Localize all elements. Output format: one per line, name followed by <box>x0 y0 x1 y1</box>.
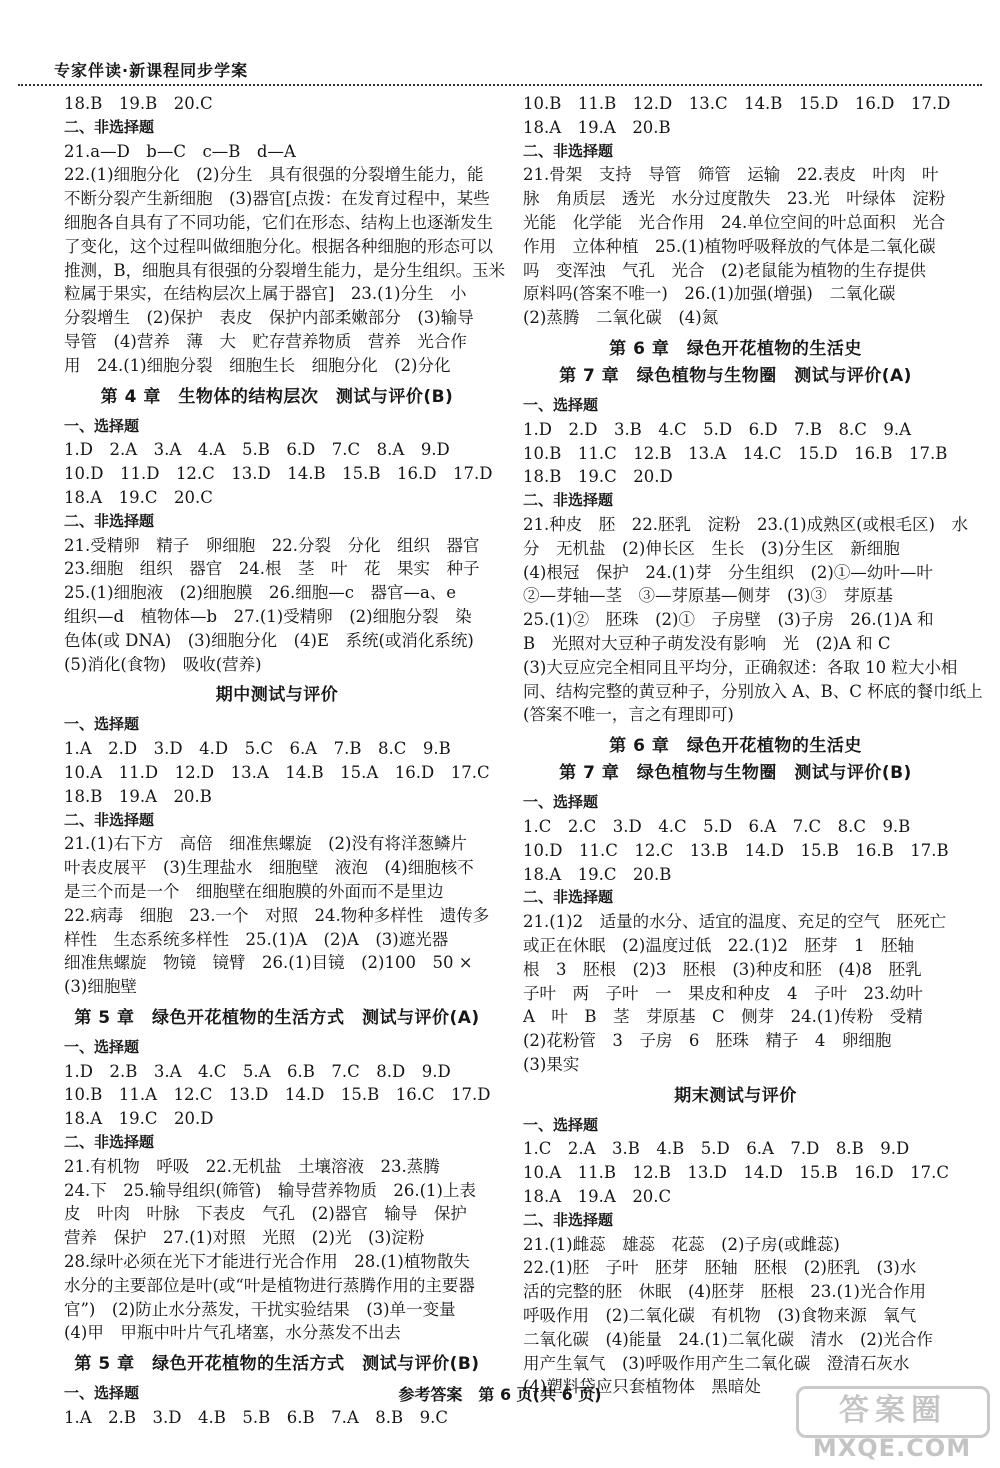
answer-line: 1.A 2.D 3.D 4.D 5.C 6.A 7.B 8.C 9.B <box>64 739 451 759</box>
answer-line: 18.B 19.A 20.B <box>64 786 212 806</box>
answer-line: 18.B 19.C 20.D <box>523 467 673 487</box>
answer-line: 18.A 19.C 20.C <box>64 487 213 507</box>
answer-line: 1.D 2.B 3.A 4.C 5.A 6.B 7.C 8.D 9.D <box>64 1061 451 1081</box>
answer-line: 营养 保护 27.(1)对照 光照 (2)光 (3)淀粉 <box>64 1228 425 1248</box>
answer-line: 样性 生态系统多样性 25.(1)A (2)A (3)遮光器 <box>64 929 449 949</box>
answer-line: 18.A 19.A 20.C <box>523 1187 672 1207</box>
answer-line: (4)甲 甲瓶中叶片气孔堵塞，水分蒸发不出去 <box>64 1323 401 1343</box>
answer-line: 粒属于果实，在结构层次上属于器官] 23.(1)分生 小 <box>64 284 467 304</box>
answer-line: 10.B 11.C 12.B 13.A 14.C 15.D 16.B 17.B <box>523 443 948 463</box>
answer-line: A 叶 B 茎 芽原基 C 侧芽 24.(1)传粉 受精 <box>523 1007 923 1027</box>
answer-line: (3)大豆应完全相同且平均分，正确叙述：各取 10 粒大小相 <box>523 657 958 677</box>
answer-line: 根 3 胚根 (2)3 胚根 (3)种皮和胚 (4)8 胚乳 <box>523 959 922 979</box>
answer-line: 或正在休眠 (2)温度过低 22.(1)2 胚芽 1 胚轴 <box>523 935 914 955</box>
answer-line: 22.(1)细胞分化 (2)分生 具有很强的分裂增生能力，能 <box>64 165 484 185</box>
answer-line: 23.细胞 组织 器官 24.根 茎 叶 花 果实 种子 <box>64 559 480 579</box>
answer-line: 细胞各自具有了不同功能，它们在形态、结构上也逐渐发生 <box>64 212 493 232</box>
answer-line: 二氧化碳 (4)能量 24.(1)二氧化碳 清水 (2)光合作 <box>523 1329 933 1349</box>
answer-line: 25.(1)细胞液 (2)细胞膜 26.细胞—c 器官—a、e <box>64 583 457 603</box>
answer-line: 18.A 19.C 20.D <box>64 1109 214 1129</box>
answer-line: 了变化，这个过程叫做细胞分化。根据各种细胞的形态可以 <box>64 236 493 256</box>
subsection-label: 一、选择题 <box>64 715 140 734</box>
answer-line: 21.(1)右下方 高倍 细准焦螺旋 (2)没有将洋葱鳞片 <box>64 834 467 854</box>
answer-line: B 光照对大豆种子萌发没有影响 光 (2)A 和 C <box>523 633 891 653</box>
answer-line: 21.骨架 支持 导管 筛管 运输 22.表皮 叶肉 叶 <box>523 165 939 185</box>
answer-line: (5)消化(食物) 吸收(营养) <box>64 654 262 674</box>
answer-line: 活的完整的胚 休眠 (4)胚芽 胚根 23.(1)光合作用 <box>523 1282 926 1302</box>
subsection-label: 一、选择题 <box>523 793 599 812</box>
answer-line: 用 24.(1)细胞分裂 细胞生长 细胞分化 (2)分化 <box>64 355 451 375</box>
answer-line: 吗 变浑浊 气孔 光合 (2)老鼠能为植物的生存提供 <box>523 260 926 280</box>
answer-line: 21.(1)雌蕊 雄蕊 花蕊 (2)子房(或雌蕊) <box>523 1234 840 1254</box>
answer-line: 18.A 19.C 20.B <box>523 864 672 884</box>
right-answer-column <box>523 92 983 1399</box>
watermark-badge: 答案圈 <box>796 1386 990 1438</box>
answer-line: 叶表皮展平 (3)生理盐水 细胞壁 液泡 (4)细胞核不 <box>64 858 474 878</box>
answer-line: (4)塑料袋应只套植物体 黑暗处 <box>523 1377 761 1397</box>
answer-line: 官”) (2)防止水分蒸发，干扰实验结果 (3)单一变量 <box>64 1299 456 1319</box>
answer-line: 1.C 2.A 3.B 4.B 5.D 6.A 7.D 8.B 9.D <box>523 1139 910 1159</box>
answer-line: 1.D 2.D 3.B 4.C 5.D 6.D 7.B 8.C 9.A <box>523 419 912 439</box>
answer-line: 22.病毒 细胞 23.一个 对照 24.物种多样性 遗传多 <box>64 905 490 925</box>
answer-line: 10.D 11.D 12.C 13.D 14.B 15.B 16.D 17.D <box>64 464 493 484</box>
answer-line: 色体(或 DNA) (3)细胞分化 (4)E 系统(或消化系统) <box>64 630 474 650</box>
answer-line: 同、结构完整的黄豆种子，分别放入 A、B、C 杯底的餐巾纸上 <box>523 681 983 701</box>
answer-line: 细准焦螺旋 物镜 镜臂 26.(1)目镜 (2)100 50 × <box>64 953 473 973</box>
answer-line: 分裂增生 (2)保护 表皮 保护内部柔嫩部分 (3)输导 <box>64 308 474 328</box>
answer-line: 皮 叶肉 叶脉 下表皮 气孔 (2)器官 输导 保护 <box>64 1204 467 1224</box>
subsection-label: 二、非选择题 <box>523 141 614 160</box>
answer-line: (答案不唯一，言之有理即可) <box>523 705 734 725</box>
answer-line: 28.绿叶必须在光下才能进行光合作用 28.(1)植物散失 <box>64 1252 470 1272</box>
section-heading: 第 5 章 绿色开花植物的生活方式 测试与评价(A) <box>74 1007 480 1028</box>
answer-line: 21.(1)2 适量的水分、适宜的温度、充足的空气 胚死亡 <box>523 912 947 932</box>
subsection-label: 一、选择题 <box>523 1115 599 1134</box>
section-heading: 期末测试与评价 <box>674 1085 797 1106</box>
answer-line: 脉 角质层 透光 水分过度散失 23.光 叶绿体 淀粉 <box>523 189 946 209</box>
answer-line: 21.受精卵 精子 卵细胞 22.分裂 分化 组织 器官 <box>64 535 480 555</box>
subsection-label: 二、非选择题 <box>64 810 155 829</box>
answer-line: 1.D 2.A 3.A 4.A 5.B 6.D 7.C 8.A 9.D <box>64 440 450 460</box>
subsection-label: 一、选择题 <box>523 395 599 414</box>
section-heading: 第 7 章 绿色植物与生物圈 测试与评价(A) <box>559 365 912 386</box>
answer-line: 18.A 19.A 20.B <box>523 117 671 137</box>
answer-line: 25.(1)② 胚珠 (2)① 子房壁 (3)子房 26.(1)A 和 <box>523 610 934 630</box>
answer-line: 呼吸作用 (2)二氧化碳 有机物 (3)食物来源 氧气 <box>523 1306 917 1326</box>
answer-line: 10.B 11.B 12.D 13.C 14.B 15.D 16.D 17.D <box>523 94 951 113</box>
subsection-label: 一、选择题 <box>64 416 140 435</box>
answer-line: 是三个而是一个 细胞壁在细胞膜的外面而不是里边 <box>64 881 444 901</box>
answer-line: 10.A 11.B 12.B 13.D 14.D 15.B 16.D 17.C <box>523 1163 950 1183</box>
subsection-label: 二、非选择题 <box>64 1133 155 1152</box>
watermark-url: MXQE.COM <box>812 1434 972 1462</box>
answer-line: 21.有机物 呼吸 22.无机盐 土壤溶液 23.蒸腾 <box>64 1156 440 1176</box>
watermark-logo <box>796 1386 988 1460</box>
subsection-label: 二、非选择题 <box>523 491 614 510</box>
section-heading: 第 7 章 绿色植物与生物圈 测试与评价(B) <box>559 763 912 784</box>
answer-line: 21.种皮 胚 22.胚乳 淀粉 23.(1)成熟区(或根毛区) 水 <box>523 514 968 534</box>
subsection-label: 一、选择题 <box>64 1037 140 1056</box>
answer-line: 不断分裂产生新细胞 (3)器官[点拨：在发育过程中，某些 <box>64 189 490 209</box>
answer-line: 子叶 两 子叶 一 果皮和种皮 4 子叶 23.幼叶 <box>523 983 923 1003</box>
subsection-label: 二、非选择题 <box>64 511 155 530</box>
section-heading: 第 6 章 绿色开花植物的生活史 <box>609 338 862 359</box>
header-rule <box>18 84 982 86</box>
section-heading: 第 4 章 生物体的结构层次 测试与评价(B) <box>100 386 454 407</box>
answer-line: 1.A 2.B 3.D 4.B 5.B 6.B 7.A 8.B 9.C <box>64 1408 448 1428</box>
answer-line: (3)细胞壁 <box>64 977 137 997</box>
answer-line: 光能 化学能 光合作用 24.单位空间的叶总面积 光合 <box>523 212 946 232</box>
running-head: 专家伴读·新课程同步学案 <box>54 61 249 80</box>
answer-line: 18.B 19.B 20.C <box>64 94 213 113</box>
section-heading: 第 6 章 绿色开花植物的生活史 <box>609 736 862 757</box>
answer-line: (2)蒸腾 二氧化碳 (4)氮 <box>523 308 719 328</box>
page-footer: 参考答案 第 6 页(共 6 页) <box>398 1385 602 1404</box>
answer-line: 原料吗(答案不唯一) 26.(1)加强(增强) 二氧化碳 <box>523 284 896 304</box>
answer-line: 作用 立体种植 25.(1)植物呼吸释放的气体是二氧化碳 <box>523 236 936 256</box>
answer-line: 10.A 11.D 12.D 13.A 14.B 15.A 16.D 17.C <box>64 762 490 782</box>
answer-line: 导管 (4)营养 薄 大 贮存营养物质 营养 光合作 <box>64 331 467 351</box>
answer-line: 10.B 11.A 12.C 13.D 14.D 15.B 16.C 17.D <box>64 1085 491 1105</box>
subsection-label: 二、非选择题 <box>523 888 614 907</box>
answer-line: (2)花粉管 3 子房 6 胚珠 精子 4 卵细胞 <box>523 1031 892 1051</box>
section-heading: 期中测试与评价 <box>215 685 339 706</box>
answer-line: (3)果实 <box>523 1054 580 1074</box>
answer-line: (4)根冠 保护 24.(1)芽 分生组织 (2)①—幼叶—叶 <box>523 562 933 582</box>
answer-line: 22.(1)胚 子叶 胚芽 胚轴 胚根 (2)胚乳 (3)水 <box>523 1258 917 1278</box>
answer-line: 推测，B，细胞具有很强的分裂增生能力，是分生组织。玉米 <box>64 260 506 280</box>
subsection-label: 一、选择题 <box>64 1384 140 1403</box>
subsection-label: 二、非选择题 <box>523 1210 614 1229</box>
answer-line: 水分的主要部位是叶(或“叶是植物进行蒸腾作用的主要器 <box>64 1275 475 1295</box>
answer-line: 24.下 25.输导组织(筛管) 输导营养物质 26.(1)上表 <box>64 1180 476 1200</box>
subsection-label: 二、非选择题 <box>64 117 155 136</box>
answer-line: 21.a—D b—C c—B d—A <box>64 141 296 161</box>
section-heading: 第 5 章 绿色开花植物的生活方式 测试与评价(B) <box>74 1354 480 1375</box>
answer-line: 1.C 2.C 3.D 4.C 5.D 6.A 7.C 8.C 9.B <box>523 816 911 836</box>
answer-line: 分 无机盐 (2)伸长区 生长 (3)分生区 新细胞 <box>523 538 900 558</box>
answer-line: 用产生氧气 (3)呼吸作用产生二氧化碳 澄清石灰水 <box>523 1353 910 1373</box>
answer-line: ②—芽轴—茎 ③—芽原基—侧芽 (3)③ 芽原基 <box>523 586 893 606</box>
answer-line: 组织—d 植物体—b 27.(1)受精卵 (2)细胞分裂 染 <box>64 606 472 626</box>
answer-line: 10.D 11.C 12.C 13.B 14.D 15.B 16.B 17.B <box>523 840 949 860</box>
